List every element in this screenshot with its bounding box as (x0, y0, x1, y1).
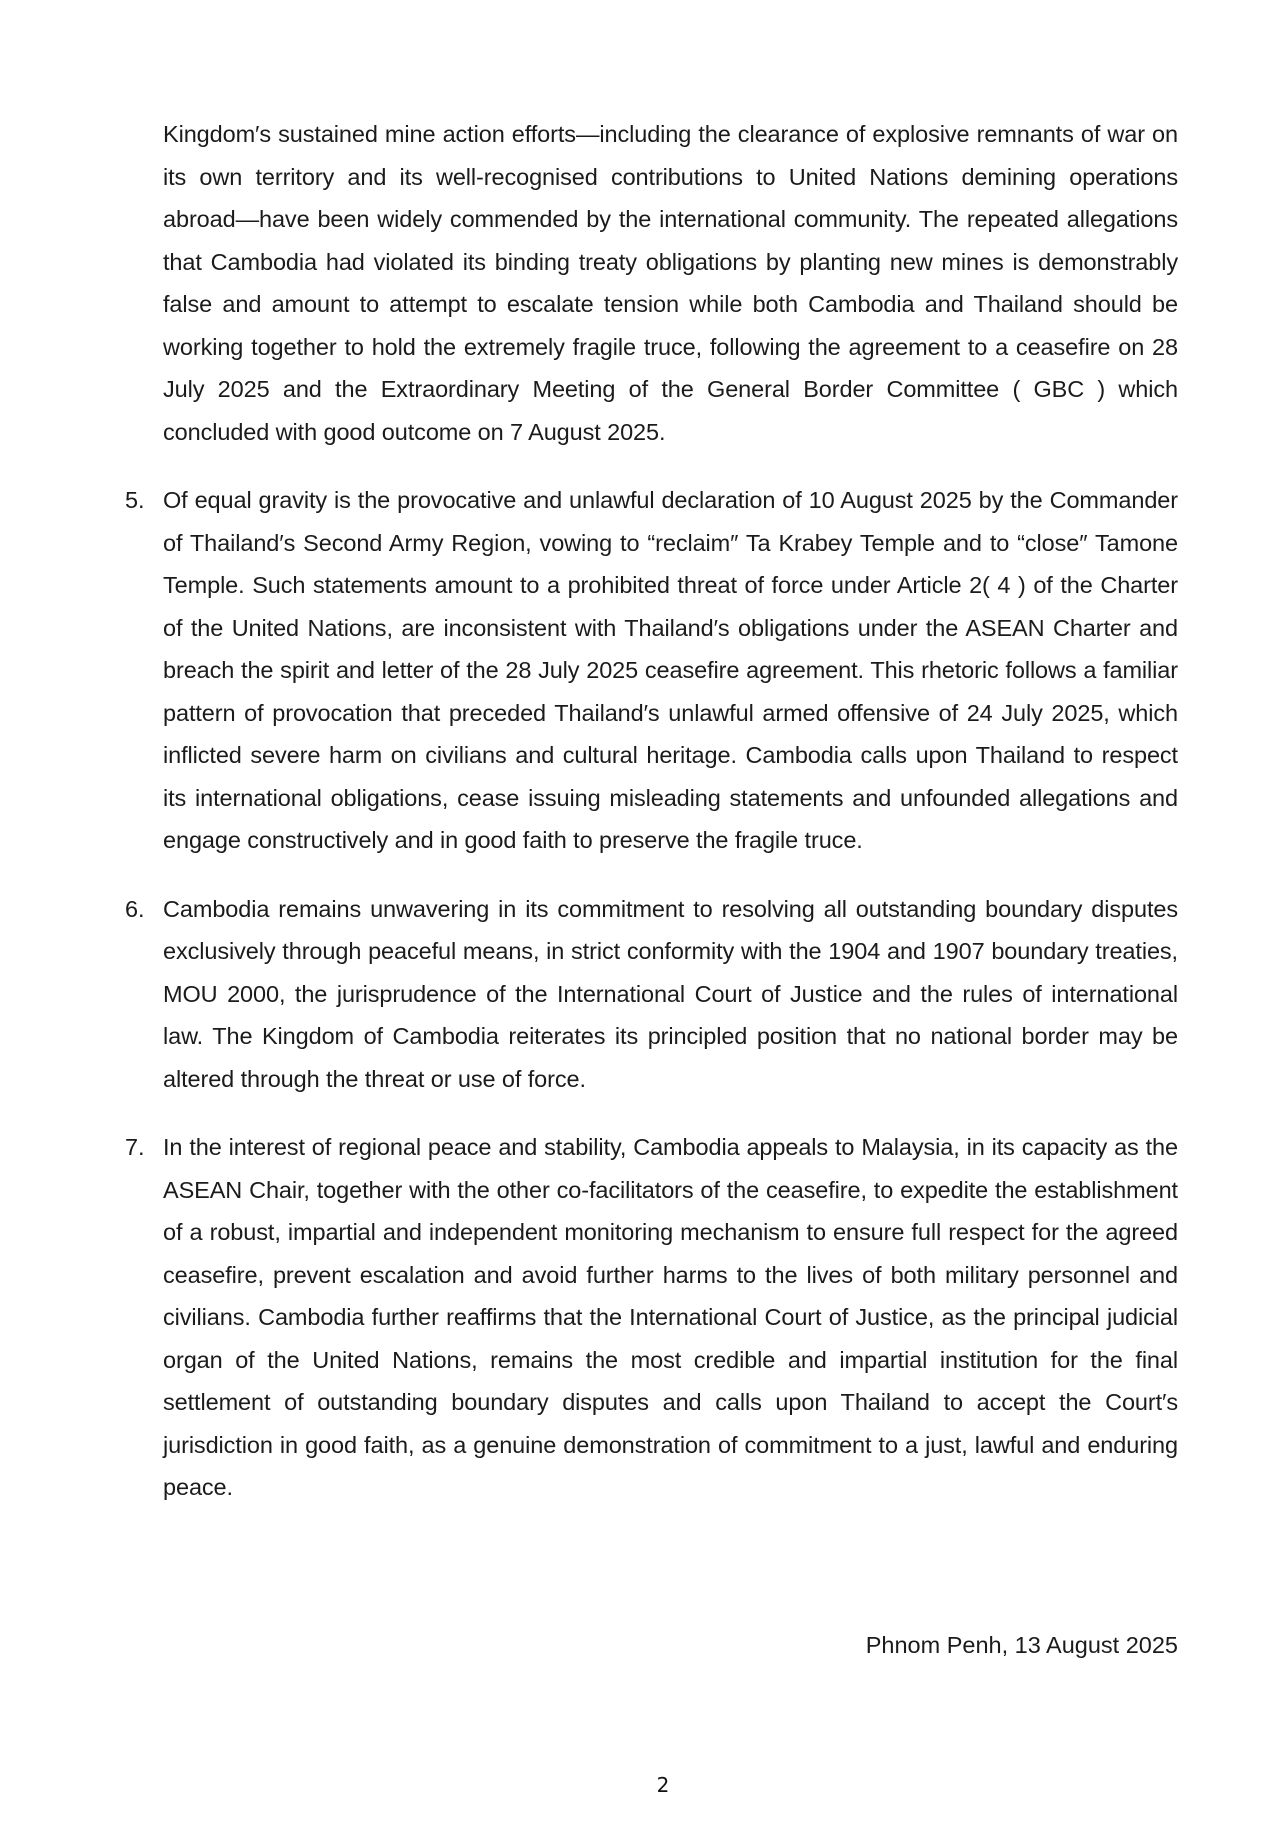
paragraph-number: 7. (125, 1134, 145, 1160)
paragraph-number: 5. (125, 487, 145, 513)
continuation-paragraph (163, 113, 1178, 453)
document-body (125, 113, 1178, 1509)
paragraph-6 (125, 888, 1178, 1101)
paragraph-text: Of equal gravity is the provocative and unlawful declaration of 10 August 2025 by the Commander of Thailand′s Second Army Region, vowing to “reclaim″ Ta Krabey Temple and to “close″ Tamone Temple. Such statements amount to a prohibited threat of force under Article 2( 4 ) of the Charter of the United Nations, are inconsistent with Thailand′s obligations under the ASEAN Charter and breach the spirit and letter of the 28 July 2025 ceasefire agreement. This rhetoric follows a familiar pattern of provocation that preceded Thailand′s unlawful armed offensive of 24 July 2025, which inflicted severe harm on civilians and cultural heritage. Cambodia calls upon Thailand to respect its international obligations, cease issuing misleading statements and unfounded allegations and engage constructively and in good faith to preserve the fragile truce. (163, 487, 1178, 853)
paragraph-text: Cambodia remains unwavering in its commitment to resolving all outstanding boundary disputes exclusively through peaceful means, in strict conformity with the 1904 and 1907 boundary treaties, MOU 2000, the jurisprudence of the International Court of Justice and the rules of international law. The Kingdom of Cambodia reiterates its principled position that no national border may be altered through the threat or use of force. (163, 895, 1178, 1092)
place-and-date: Phnom Penh, 13 August 2025 (865, 1632, 1178, 1658)
paragraph-7 (125, 1126, 1178, 1509)
paragraph-number: 6. (125, 895, 145, 922)
paragraph-text: Kingdom′s sustained mine action efforts—including the clearance of explosive remnants of war on its own territory and its well-recognised contributions to United Nations demining operations abroad—have been widely commended by the international community. The repeated allegations that Cambodia had violated its binding treaty obligations by planting new mines is demonstrably false and amount to attempt to escalate tension while both Cambodia and Thailand should be working together to hold the extremely fragile truce, following the agreement to a ceasefire on 28 July 2025 and the Extraordinary Meeting of the General Border Committee ( GBC ) which concluded with good outcome on 7 August 2025. (163, 121, 1178, 445)
page-number: 2 (656, 1773, 670, 1797)
paragraph-5 (125, 479, 1178, 862)
paragraph-text: In the interest of regional peace and stability, Cambodia appeals to Malaysia, in its capacity as the ASEAN Chair, together with the other co-facilitators of the ceasefire, to expedite the establishment of a robust, impartial and independent monitoring mechanism to ensure full respect for the agreed ceasefire, prevent escalation and avoid further harms to the lives of both military personnel and civilians. Cambodia further reaffirms that the International Court of Justice, as the principal judicial organ of the United Nations, remains the most credible and impartial institution for the final settlement of outstanding boundary disputes and calls upon Thailand to accept the Court′s jurisdiction in good faith, as a genuine demonstration of commitment to a just, lawful and enduring peace. (163, 1134, 1178, 1500)
